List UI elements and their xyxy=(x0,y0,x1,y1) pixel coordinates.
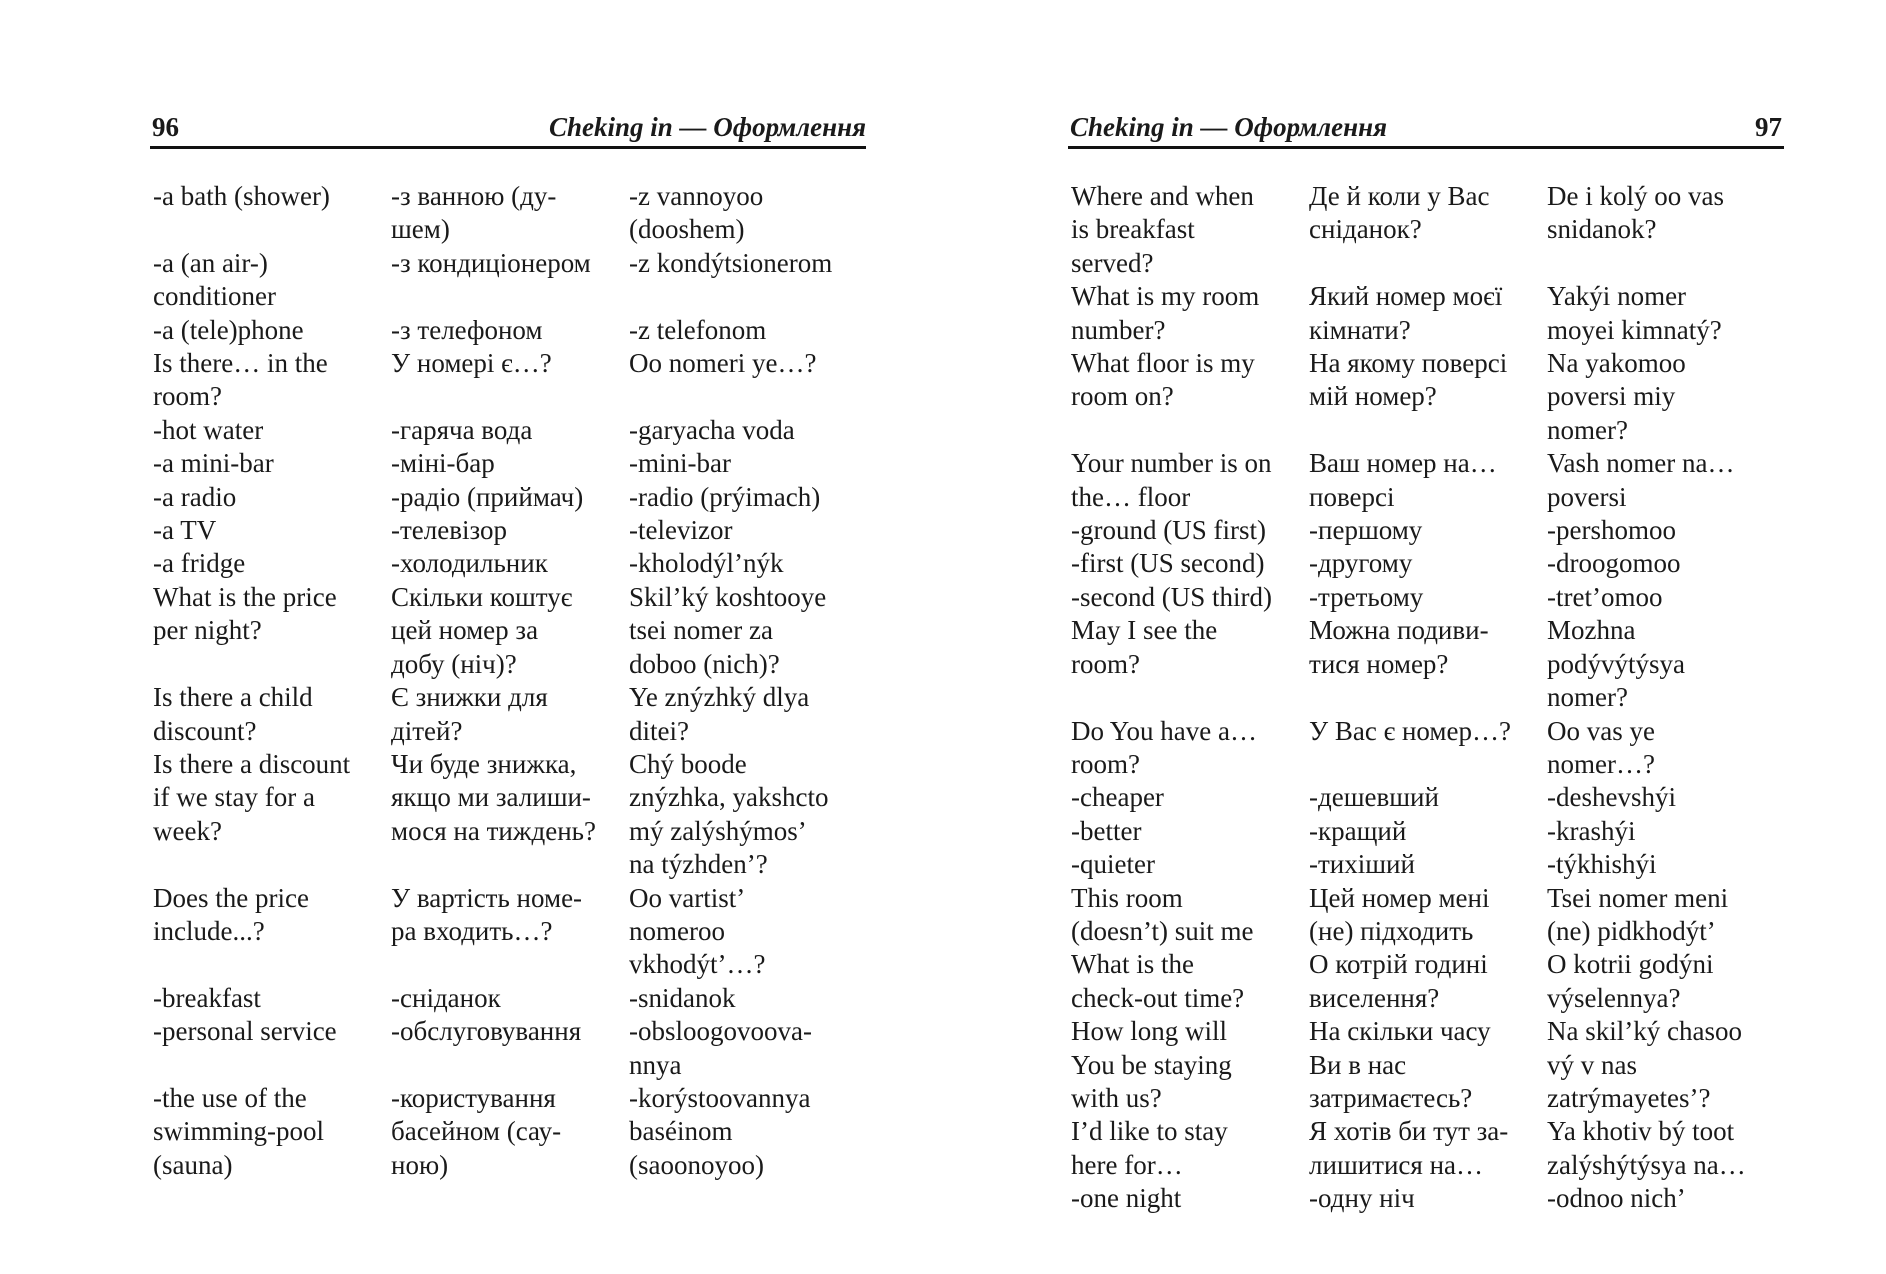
phrase-row xyxy=(150,547,866,580)
ukrainian-phrase: -сніданок xyxy=(391,982,501,1013)
ukrainian-phrase: Скільки коштує цей номер за добу (ніч)? xyxy=(391,581,573,679)
ukrainian-phrase: -холодильник xyxy=(391,548,548,579)
phrase-row xyxy=(150,414,866,447)
ukrainian-phrase: -тихіший xyxy=(1309,849,1415,880)
transliteration: Mozhna podývýtýsya nomer? xyxy=(1547,615,1686,713)
transliteration: Ya khotiv bý toot zalýshýtýsya na… xyxy=(1547,1116,1746,1180)
transliteration: Skil’ký koshtooye tsei nomer za doboo (nich)? xyxy=(629,581,827,679)
phrase-row xyxy=(150,748,866,882)
transliteration: Oo vas ye nomer…? xyxy=(1547,715,1656,779)
phrase-row xyxy=(150,514,866,547)
phrase-table xyxy=(150,180,866,1182)
phrase-row xyxy=(1068,1182,1784,1215)
ukrainian-phrase: У Вас є номер…? xyxy=(1309,715,1511,746)
ukrainian-phrase: -третьому xyxy=(1309,581,1424,612)
right-page xyxy=(1068,108,1784,1216)
english-phrase: -a TV xyxy=(153,515,217,546)
ukrainian-phrase: У номері є…? xyxy=(391,348,552,379)
ukrainian-phrase: Цей номер мені (не) підходить xyxy=(1309,882,1490,946)
ukrainian-phrase: -другому xyxy=(1309,548,1413,579)
phrase-row xyxy=(150,1082,866,1182)
english-phrase: May I see the room? xyxy=(1071,615,1218,679)
phrase-row xyxy=(1068,1115,1784,1182)
phrase-row xyxy=(1068,581,1784,614)
ukrainian-phrase: -одну ніч xyxy=(1309,1183,1415,1214)
transliteration: -pershomoo xyxy=(1547,515,1677,546)
phrase-row xyxy=(1068,882,1784,949)
phrase-row xyxy=(150,180,866,247)
transliteration: -z telefonom xyxy=(629,314,767,345)
transliteration: Yakýi nomer moyei kimnatý? xyxy=(1547,281,1722,345)
transliteration: -korýstoovannya baséinom (saoonoyoo) xyxy=(629,1082,811,1180)
ukrainian-phrase: -користування басейном (сау- ною) xyxy=(391,1082,562,1180)
english-phrase: Where and when is breakfast served? xyxy=(1071,181,1254,278)
english-phrase: -second (US third) xyxy=(1071,581,1272,612)
ukrainian-phrase: У вартість номе- ра входить…? xyxy=(391,882,583,946)
ukrainian-phrase: -радіо (приймач) xyxy=(391,481,584,512)
phrase-row xyxy=(150,247,866,314)
page-number: 97 xyxy=(1755,112,1782,142)
english-phrase: Do You have a… room? xyxy=(1071,715,1257,779)
ukrainian-phrase: Я хотів би тут за- лишитися на… xyxy=(1309,1116,1509,1180)
ukrainian-phrase: -з телефоном xyxy=(391,314,543,345)
ukrainian-phrase: Ваш номер на… поверсі xyxy=(1309,448,1497,512)
ukrainian-phrase: На скільки часу Ви в нас затримаєтесь? xyxy=(1309,1016,1491,1113)
ukrainian-phrase: -гаряча вода xyxy=(391,414,533,445)
phrase-table xyxy=(1068,180,1784,1216)
phrase-row xyxy=(150,1015,866,1082)
transliteration: Na yakomoo poversi miy nomer? xyxy=(1547,348,1686,445)
phrase-row xyxy=(1068,447,1784,514)
phrase-row xyxy=(150,481,866,514)
english-phrase: -personal service xyxy=(153,1016,337,1047)
running-head: Cheking in — Оформлення xyxy=(1070,112,1387,142)
transliteration: -tret’omoo xyxy=(1547,581,1663,612)
english-phrase: -the use of the swimming-pool (sauna) xyxy=(153,1082,325,1180)
transliteration: Tsei nomer meni (ne) pidkhodýt’ xyxy=(1547,882,1729,946)
phrase-row xyxy=(1068,781,1784,814)
left-page xyxy=(150,108,866,1182)
transliteration: -z kondýtsionerom xyxy=(629,247,833,278)
transliteration: -snidanok xyxy=(629,982,736,1013)
ukrainian-phrase: -обслуговування xyxy=(391,1016,582,1047)
transliteration: Vash nomer na… poversi xyxy=(1547,448,1735,512)
running-head: Cheking in — Оформлення xyxy=(549,112,866,142)
transliteration: Oo vartist’ nomeroo vkhodýt’…? xyxy=(629,882,766,980)
transliteration: -odnoo nich’ xyxy=(1547,1183,1686,1214)
english-phrase: -hot water xyxy=(153,414,264,445)
transliteration: -obsloogovoova- nnya xyxy=(629,1016,813,1080)
transliteration: Ye znýzhký dlya ditei? xyxy=(629,682,810,746)
english-phrase: -a bath (shower) xyxy=(153,181,330,211)
phrase-row xyxy=(1068,1015,1784,1115)
phrase-row xyxy=(150,447,866,480)
ukrainian-phrase: Можна подиви- тися номер? xyxy=(1309,615,1489,679)
transliteration: O kotrii godýni výselennya? xyxy=(1547,949,1714,1013)
page-number: 96 xyxy=(152,112,179,142)
english-phrase: How long will You be staying with us? xyxy=(1071,1016,1232,1113)
english-phrase: Is there… in the room? xyxy=(153,348,328,412)
english-phrase: Is there a discount if we stay for a week? xyxy=(153,748,351,846)
transliteration: -týkhishýi xyxy=(1547,849,1657,880)
phrase-row xyxy=(1068,514,1784,547)
page-header xyxy=(150,108,866,149)
english-phrase: Does the price include...? xyxy=(153,882,309,946)
transliteration: De i kolý oo vas snidanok? xyxy=(1547,181,1725,245)
transliteration: Na skil’ký chasoo vý v nas zatrýmayetes’? xyxy=(1547,1016,1742,1113)
phrase-row xyxy=(1068,614,1784,714)
transliteration: -droogomoo xyxy=(1547,548,1681,579)
transliteration: -garyacha voda xyxy=(629,414,795,445)
english-phrase: -breakfast xyxy=(153,982,261,1013)
transliteration: -radio (prýimach) xyxy=(629,481,821,512)
english-phrase: This room (doesn’t) suit me xyxy=(1071,882,1254,946)
phrase-row xyxy=(1068,347,1784,447)
transliteration: -televizor xyxy=(629,515,733,546)
transliteration: -kholodýl’nýk xyxy=(629,548,784,579)
english-phrase: Your number is on the… floor xyxy=(1071,448,1272,512)
phrase-row xyxy=(1068,948,1784,1015)
ukrainian-phrase: -телевізор xyxy=(391,515,508,546)
phrase-row xyxy=(1068,547,1784,580)
english-phrase: -first (US second) xyxy=(1071,548,1265,579)
phrase-row xyxy=(150,681,866,748)
english-phrase: -a mini-bar xyxy=(153,448,274,479)
phrase-row xyxy=(1068,180,1784,280)
phrase-row xyxy=(1068,280,1784,347)
english-phrase: I’d like to stay here for… xyxy=(1071,1116,1228,1180)
ukrainian-phrase: Який номер моєї кімнати? xyxy=(1309,281,1503,345)
phrase-row xyxy=(1068,815,1784,848)
page-header xyxy=(1068,108,1784,149)
transliteration: Oo nomeri ye…? xyxy=(629,348,817,379)
transliteration: -deshevshýi xyxy=(1547,782,1677,813)
transliteration: -krashýi xyxy=(1547,815,1636,846)
phrase-row xyxy=(150,581,866,681)
english-phrase: -a (an air-) conditioner xyxy=(153,247,276,312)
ukrainian-phrase: -першому xyxy=(1309,515,1423,546)
english-phrase: -a (tele)phone xyxy=(153,314,304,345)
transliteration: Chý boode znýzhka, yakshcto mý zalýshýmos’ na týzhden’? xyxy=(629,748,829,880)
english-phrase: -better xyxy=(1071,815,1142,846)
phrase-row xyxy=(150,347,866,414)
phrase-row xyxy=(150,982,866,1015)
phrase-row xyxy=(150,882,866,982)
phrase-row xyxy=(1068,715,1784,782)
phrase-row xyxy=(1068,848,1784,881)
ukrainian-phrase: Чи буде знижка, якщо ми залиши- мося на тиждень? xyxy=(391,748,596,846)
english-phrase: -a radio xyxy=(153,481,237,512)
english-phrase: -a fridge xyxy=(153,548,246,579)
english-phrase: -quieter xyxy=(1071,849,1155,880)
english-phrase: What is the price per night? xyxy=(153,581,337,646)
ukrainian-phrase: О котрій годині виселення? xyxy=(1309,949,1488,1013)
transliteration: -mini-bar xyxy=(629,448,731,479)
ukrainian-phrase: -дешевший xyxy=(1309,782,1439,813)
english-phrase: Is there a child discount? xyxy=(153,682,313,746)
english-phrase: -cheaper xyxy=(1071,782,1164,813)
ukrainian-phrase: -з кондиціонером xyxy=(391,247,591,278)
ukrainian-phrase: Є знижки для дітей? xyxy=(391,682,548,746)
english-phrase: -ground (US first) xyxy=(1071,515,1266,546)
transliteration: -z vannoyoo (dooshem) xyxy=(629,181,764,245)
phrase-row xyxy=(150,314,866,347)
ukrainian-phrase: -з ванною (ду- шем) xyxy=(391,181,557,245)
ukrainian-phrase: Де й коли у Вас сніданок? xyxy=(1309,181,1490,245)
ukrainian-phrase: На якому поверсі мій номер? xyxy=(1309,348,1508,412)
ukrainian-phrase: -міні-бар xyxy=(391,448,495,479)
ukrainian-phrase: -кращий xyxy=(1309,815,1407,846)
english-phrase: What is my room number? xyxy=(1071,281,1260,345)
english-phrase: -one night xyxy=(1071,1183,1182,1214)
english-phrase: What is the check-out time? xyxy=(1071,949,1245,1013)
english-phrase: What floor is my room on? xyxy=(1071,348,1255,412)
